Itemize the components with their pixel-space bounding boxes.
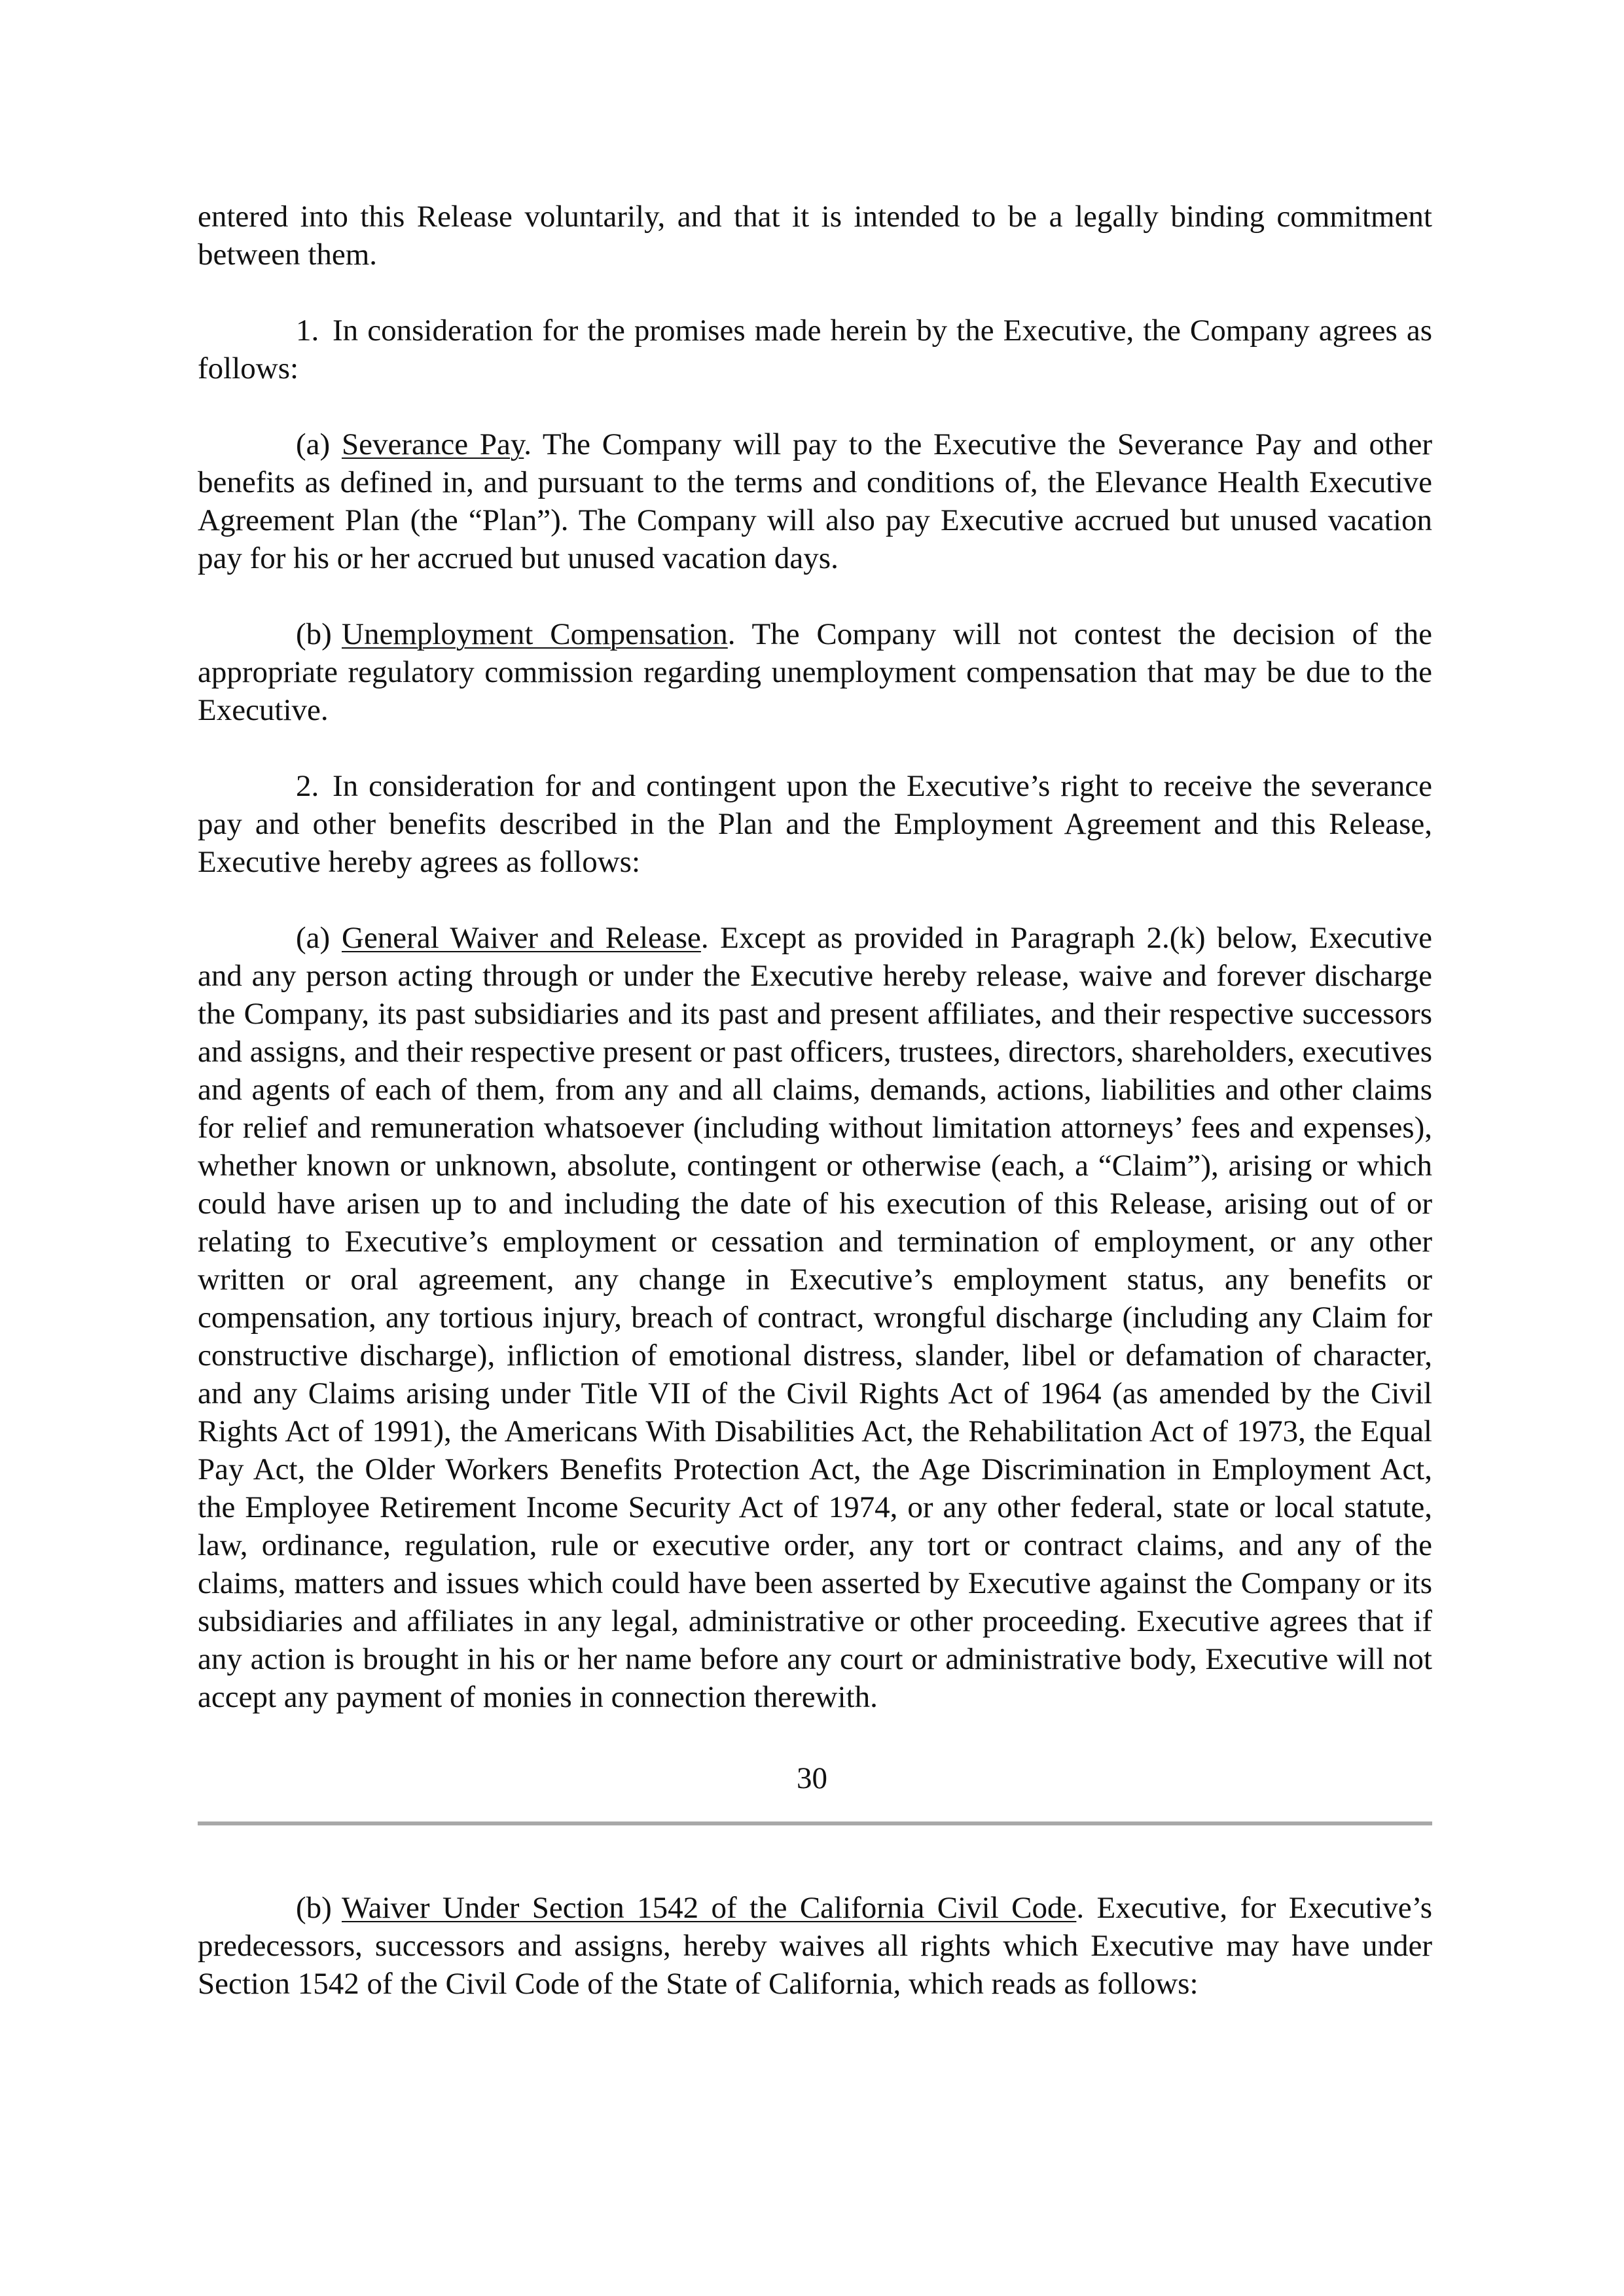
page-31-body (198, 1889, 1432, 2003)
section-2a-heading: General Waiver and Release (342, 921, 701, 955)
section-1a-heading: Severance Pay (342, 427, 524, 461)
page-break-divider (198, 1821, 1432, 1825)
section-2-intro (198, 767, 1432, 881)
section-1a-paragraph (198, 425, 1432, 577)
section-1-intro-text: In consideration for the promises made herein by the Executive, the Company agrees as follows: (198, 314, 1432, 386)
page-number: 30 (797, 1761, 827, 1795)
section-1b-marker: (b) (296, 617, 332, 651)
section-2a-text: . Except as provided in Paragraph 2.(k) below, Executive and any person acting through or under the Executive hereby release, waive and forever discharge the Company, its past subsidiaries and its past and present affiliates, and their respective successors and assigns, and their respective present or past officers, trustees, directors, shareholders, executives and agents of each of them, from any and all claims, demands, actions, liabilities and other claims for relief and remuneration whatsoever (including without limitation attorneys’ fees and expenses), whether known or unknown, absolute, contingent or otherwise (each, a “Claim”), arising or which could have arisen up to and including the date of his execution of this Release, arising out of or relating to Executive’s employment or cessation and termination of employment, or any other written or oral agreement, any change in Executive’s employment status, any benefits or compensation, any tortious injury, breach of contract, wrongful discharge (including any Claim for constructive discharge), infliction of emotional distress, slander, libel or defamation of character, and any Claims arising under Title VII of the Civil Rights Act of 1964 (as amended by the Civil Rights Act of 1991), the Americans With Disabilities Act, the Rehabilitation Act of 1973, the Equal Pay Act, the Older Workers Benefits Protection Act, the Age Discrimination in Employment Act, the Employee Retirement Income Security Act of 1974, or any other federal, state or local statute, law, ordinance, regulation, rule or executive order, any tort or contract claims, and any of the claims, matters and issues which could have been asserted by Executive against the Company or its subsidiaries and affiliates in any legal, administrative or other proceeding. Executive agrees that if any action is brought in his or her name before any court or administrative body, Executive will not accept any payment of monies in connection therewith. (198, 921, 1432, 1714)
page-30-body (198, 198, 1432, 1716)
section-2a-marker: (a) (296, 921, 331, 955)
section-1b-text: . The Company will not contest the decision of the appropriate regulatory commission regarding unemployment compensation that may be due to the Executive. (198, 617, 1432, 727)
continuation-paragraph: entered into this Release voluntarily, and that it is intended to be a legally binding commitment between them. (198, 200, 1432, 272)
section-1a-marker: (a) (296, 427, 331, 461)
section-1a-text: . The Company will pay to the Executive the Severance Pay and other benefits as defined in, and pursuant to the terms and conditions of, the Elevance Health Executive Agreement Plan (the “Plan”). The Company will also pay Executive accrued but unused vacation pay for his or her accrued but unused vacation days. (198, 427, 1433, 575)
section-1-number: 1. (296, 314, 319, 348)
section-2b-text: . Executive, for Executive’s predecessors, successors and assigns, hereby waives all rights which Executive may have under Section 1542 of the Civil Code of the State of California, which reads as follows: (198, 1891, 1433, 2001)
section-1-intro (198, 312, 1432, 387)
section-2b-paragraph (198, 1889, 1432, 2003)
section-1b-heading: Unemployment Compensation (342, 617, 728, 651)
section-2-number: 2. (296, 769, 319, 803)
section-2-intro-text: In consideration for and contingent upon the Executive’s right to receive the severance pay and other benefits described in the Plan and the Employment Agreement and this Release, Executive hereby agrees as follows: (198, 769, 1432, 879)
section-1b-paragraph (198, 615, 1432, 729)
section-2a-paragraph (198, 919, 1432, 1716)
section-2b-marker: (b) (296, 1891, 332, 1925)
section-2b-heading: Waiver Under Section 1542 of the California Civil Code (342, 1891, 1077, 1925)
